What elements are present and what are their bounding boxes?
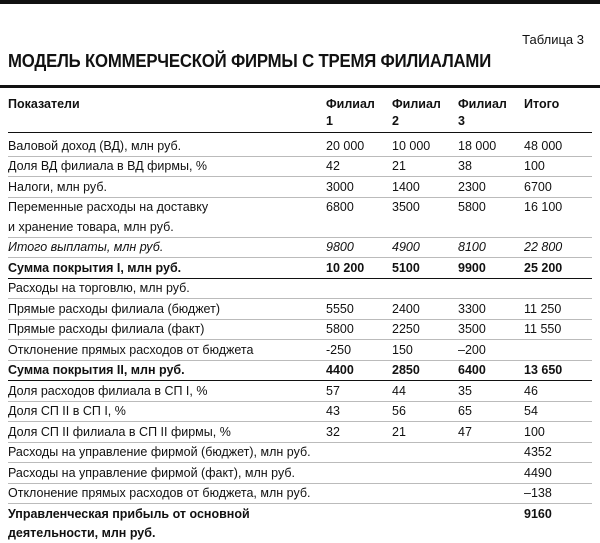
cell: 8100 <box>458 237 524 258</box>
cell: 6400 <box>458 360 524 381</box>
table-row <box>8 278 592 299</box>
row-label: Сумма покрытия II, млн руб. <box>8 360 326 381</box>
title-rule <box>0 85 600 88</box>
cell: 9900 <box>458 258 524 279</box>
row-label: Налоги, млн руб. <box>8 177 326 198</box>
table-row <box>8 442 592 463</box>
table-row <box>8 299 592 320</box>
cell: 56 <box>392 401 458 422</box>
table-row <box>8 381 592 402</box>
table-row <box>8 258 592 279</box>
cell: 5800 <box>458 197 524 217</box>
cell: 46 <box>524 381 592 402</box>
cell: 1400 <box>392 177 458 198</box>
cell: 48 000 <box>524 133 592 157</box>
cell: 22 800 <box>524 237 592 258</box>
header-branch-2: Филиал <box>392 94 458 114</box>
table-row <box>8 217 592 237</box>
header-total: Итого <box>524 94 592 114</box>
table-row <box>8 319 592 340</box>
table-row <box>8 504 592 524</box>
cell: 3500 <box>392 197 458 217</box>
header-branch-2-num: 2 <box>392 114 458 133</box>
table-row <box>8 156 592 177</box>
table-row <box>8 483 592 504</box>
cell: –200 <box>458 340 524 361</box>
header-branch-1-num: 1 <box>326 114 392 133</box>
cell: 150 <box>392 340 458 361</box>
row-label: Расходы на торговлю, млн руб. <box>8 278 326 299</box>
header-branch-3-num: 3 <box>458 114 524 133</box>
row-label: деятельности, млн руб. <box>8 524 524 543</box>
cell: 3000 <box>326 177 392 198</box>
cell: 13 650 <box>524 360 592 381</box>
header-branch-1: Филиал <box>326 94 392 114</box>
cell: 4900 <box>392 237 458 258</box>
table-row <box>8 237 592 258</box>
cell: 11 250 <box>524 299 592 320</box>
cell: 65 <box>458 401 524 422</box>
table-row <box>8 401 592 422</box>
table-row <box>8 524 592 543</box>
row-label: Прямые расходы филиала (бюджет) <box>8 299 326 320</box>
row-label: Валовой доход (ВД), млн руб. <box>8 133 326 157</box>
cell: 43 <box>326 401 392 422</box>
row-label: и хранение товара, млн руб. <box>8 217 326 237</box>
row-label: Доля СП II в СП I, % <box>8 401 326 422</box>
page-title: МОДЕЛЬ КОММЕРЧЕСКОЙ ФИРМЫ С ТРЕМЯ ФИЛИАЛАМИ <box>8 51 491 72</box>
cell: 21 <box>392 422 458 443</box>
cell: 100 <box>524 156 592 177</box>
cell: 9800 <box>326 237 392 258</box>
row-label: Доля СП II филиала в СП II фирмы, % <box>8 422 326 443</box>
header-branch-3: Филиал <box>458 94 524 114</box>
cell: 2300 <box>458 177 524 198</box>
row-label: Сумма покрытия I, млн руб. <box>8 258 326 279</box>
cell: 6700 <box>524 177 592 198</box>
cell: 3500 <box>458 319 524 340</box>
cell: 57 <box>326 381 392 402</box>
table-row <box>8 197 592 217</box>
header-row-2 <box>8 114 592 133</box>
cell: 3300 <box>458 299 524 320</box>
row-label: Доля расходов филиала в СП I, % <box>8 381 326 402</box>
cell: 2250 <box>392 319 458 340</box>
row-label: Расходы на управление фирмой (бюджет), млн руб. <box>8 442 524 463</box>
cell: 32 <box>326 422 392 443</box>
cell: 4352 <box>524 442 592 463</box>
top-rule <box>0 0 600 4</box>
header-row <box>8 94 592 114</box>
cell: 25 200 <box>524 258 592 279</box>
cell: 6800 <box>326 197 392 217</box>
row-label: Переменные расходы на доставку <box>8 197 326 217</box>
table-row <box>8 360 592 381</box>
cell: 35 <box>458 381 524 402</box>
cell: 2850 <box>392 360 458 381</box>
cell: 20 000 <box>326 133 392 157</box>
cell: 5550 <box>326 299 392 320</box>
cell: -250 <box>326 340 392 361</box>
row-label: Расходы на управление фирмой (факт), млн руб. <box>8 463 524 484</box>
row-label: Отклонение прямых расходов от бюджета <box>8 340 326 361</box>
cell: 9160 <box>524 504 592 524</box>
cell: 5100 <box>392 258 458 279</box>
row-label: Управленческая прибыль от основной <box>8 504 524 524</box>
table-row <box>8 463 592 484</box>
cell: 18 000 <box>458 133 524 157</box>
cell: 10 000 <box>392 133 458 157</box>
cell: 100 <box>524 422 592 443</box>
row-label: Итого выплаты, млн руб. <box>8 237 326 258</box>
cell: –138 <box>524 483 592 504</box>
cell: 21 <box>392 156 458 177</box>
data-table <box>8 94 592 543</box>
table-caption: Таблица 3 <box>522 32 584 47</box>
cell: 2400 <box>392 299 458 320</box>
row-label: Доля ВД филиала в ВД фирмы, % <box>8 156 326 177</box>
cell <box>524 340 592 361</box>
table-row <box>8 177 592 198</box>
cell: 16 100 <box>524 197 592 217</box>
table-row <box>8 133 592 157</box>
table-row <box>8 340 592 361</box>
cell: 4400 <box>326 360 392 381</box>
cell: 47 <box>458 422 524 443</box>
cell: 4490 <box>524 463 592 484</box>
table-row <box>8 422 592 443</box>
header-label: Показатели <box>8 94 326 114</box>
row-label: Прямые расходы филиала (факт) <box>8 319 326 340</box>
cell: 42 <box>326 156 392 177</box>
cell: 44 <box>392 381 458 402</box>
cell: 38 <box>458 156 524 177</box>
row-label: Отклонение прямых расходов от бюджета, млн руб. <box>8 483 524 504</box>
cell: 11 550 <box>524 319 592 340</box>
cell: 10 200 <box>326 258 392 279</box>
cell: 5800 <box>326 319 392 340</box>
cell: 54 <box>524 401 592 422</box>
